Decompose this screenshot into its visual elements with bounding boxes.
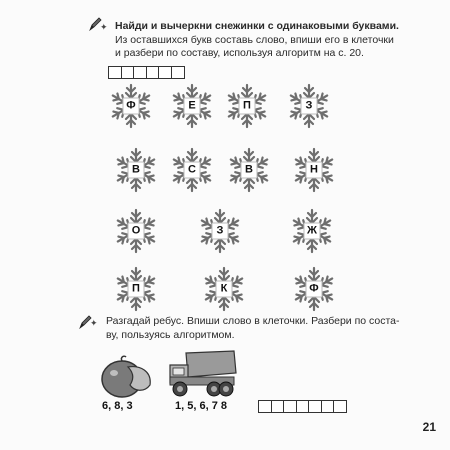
- snowflake-1[interactable]: [107, 82, 155, 130]
- snowflake-8[interactable]: [290, 146, 338, 194]
- task2-line-2: ву, пользуясь алгоритмом.: [106, 328, 235, 341]
- snowflake-11[interactable]: [288, 207, 336, 255]
- snowflake-2[interactable]: [168, 82, 216, 130]
- task2-line-1: Разгадай ребус. Впиши слово в клеточки. Разбери по соста-: [106, 315, 400, 327]
- task1-line-2: Из оставшихся букв составь слово, впиши его в клеточки: [115, 33, 394, 46]
- snowflake-letter: Ф: [306, 281, 323, 298]
- rebus-caption-1: 6, 8, 3: [102, 400, 133, 412]
- snowflake-10[interactable]: [196, 207, 244, 255]
- dump-truck-picture: [166, 347, 238, 399]
- task2-instructions: [106, 315, 400, 342]
- snowflake-letter: Ф: [123, 98, 140, 115]
- rebus-caption-2: 1, 5, 6, 7 8: [175, 400, 227, 412]
- snowflake-14[interactable]: [290, 265, 338, 313]
- snowflake-letter: С: [184, 162, 201, 179]
- task1-answer-grid[interactable]: [108, 66, 183, 79]
- snowflake-letter: Ж: [304, 223, 321, 240]
- snowflake-6[interactable]: [168, 146, 216, 194]
- snowflake-letter: П: [128, 281, 145, 298]
- snowflake-letter: Н: [306, 162, 323, 179]
- snowflake-13[interactable]: [200, 265, 248, 313]
- snowflake-letter: В: [128, 162, 145, 179]
- snowflake-letter: О: [128, 223, 145, 240]
- star-icon: ✦: [90, 318, 98, 328]
- snowflake-7[interactable]: [225, 146, 273, 194]
- snowflake-12[interactable]: [112, 265, 160, 313]
- task1-instructions: [115, 20, 399, 61]
- answer-cell[interactable]: [171, 66, 185, 79]
- snowflake-letter: К: [216, 281, 233, 298]
- task1-line-3: и разбери по составу, используя алгоритм на с. 20.: [115, 47, 364, 59]
- snowflake-5[interactable]: [112, 146, 160, 194]
- snowflake-letter: В: [241, 162, 258, 179]
- snowflake-3[interactable]: [223, 82, 271, 130]
- snowflake-letter: Е: [184, 98, 201, 115]
- snowflake-letter: З: [301, 98, 318, 115]
- task2-answer-grid[interactable]: [258, 400, 346, 413]
- snowflake-4[interactable]: [285, 82, 333, 130]
- task1-line-1: Найди и вычеркни снежинки с одинаковыми буквами.: [115, 20, 399, 32]
- star-icon: ✦: [100, 22, 108, 32]
- page-number: 21: [422, 420, 436, 434]
- answer-cell[interactable]: [333, 400, 347, 413]
- snowflake-letter: З: [212, 223, 229, 240]
- snowflake-9[interactable]: [112, 207, 160, 255]
- fruit-picture: [100, 355, 158, 399]
- snowflake-letter: П: [239, 98, 256, 115]
